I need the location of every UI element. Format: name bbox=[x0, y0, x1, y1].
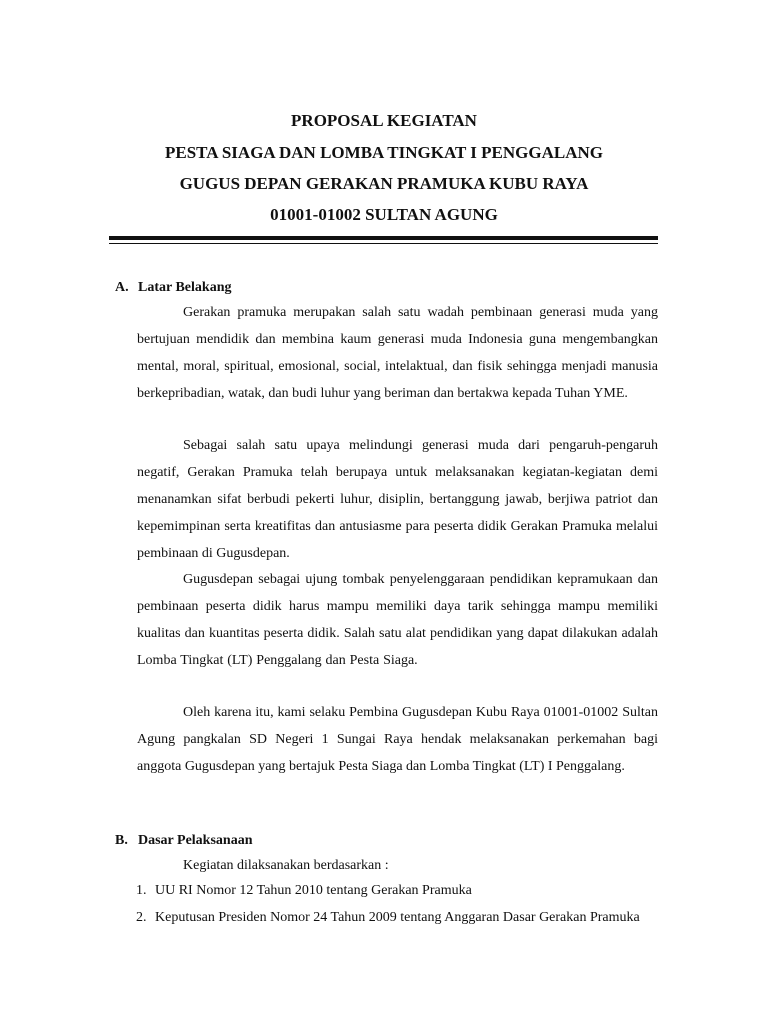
list-item bbox=[136, 904, 658, 931]
title-rule-thin bbox=[109, 243, 658, 244]
title-line-1: PROPOSAL KEGIATAN bbox=[291, 111, 477, 130]
section-b-letter: B. bbox=[115, 833, 128, 848]
section-a-paragraph-2: Sebagai salah satu upaya melindungi generasi muda dari pengaruh-pengaruh negatif, Gerakan Pramuka telah berupaya untuk melaksanakan kegiatan-kegiatan demi menanamkan sifat berbudi pekerti luhur, disiplin, bertanggung jawab, berjiwa patriot dan kepemimpinan serta kreatifitas dan antusiasme para peserta didik Gerakan Pramuka melalui pembinaan di Gugusdepan. bbox=[137, 438, 658, 561]
list-item-number: 2. bbox=[136, 910, 147, 925]
list-item-text: UU RI Nomor 12 Tahun 2010 tentang Gerakan Pramuka bbox=[155, 883, 472, 898]
section-a-letter: A. bbox=[115, 280, 129, 295]
list-item-number: 1. bbox=[136, 883, 147, 898]
section-a-paragraph-3: Gugusdepan sebagai ujung tombak penyelenggaraan pendidikan kepramukaan dan pembinaan peserta didik harus mampu memiliki daya tarik sehingga mampu memiliki kualitas dan kuantitas peserta didik. Salah satu alat pendidikan yang dapat dilakukan adalah Lomba Tingkat (LT) Penggalang dan Pesta Siaga. bbox=[137, 572, 658, 668]
list-item-text: Keputusan Presiden Nomor 24 Tahun 2009 tentang Anggaran Dasar Gerakan Pramuka bbox=[155, 910, 640, 925]
section-b-title: Dasar Pelaksanaan bbox=[138, 833, 253, 848]
section-b-heading bbox=[115, 832, 252, 850]
title-line-2: PESTA SIAGA DAN LOMBA TINGKAT I PENGGALANG bbox=[165, 143, 603, 162]
section-a-heading bbox=[115, 279, 231, 297]
list-item bbox=[136, 877, 658, 904]
title-rule-thick bbox=[109, 236, 658, 240]
section-a-paragraph-4: Oleh karena itu, kami selaku Pembina Gugusdepan Kubu Raya 01001-01002 Sultan Agung pangkalan SD Negeri 1 Sungai Raya hendak melaksanakan perkemahan bagi anggota Gugusdepan yang bertajuk Pesta Siaga dan Lomba Tingkat (LT) I Penggalang. bbox=[137, 705, 658, 774]
section-a-title: Latar Belakang bbox=[138, 280, 232, 295]
section-a-paragraph-1: Gerakan pramuka merupakan salah satu wadah pembinaan generasi muda yang bertujuan mendidik dan membina kaum generasi muda Indonesia guna mengembangkan mental, moral, spiritual, emosional, social, intelaktual, dan fisik sehingga menjadi manusia berkepribadian, watak, dan budi luhur yang beriman dan bertakwa kepada Tuhan YME. bbox=[137, 305, 658, 401]
section-b-intro: Kegiatan dilaksanakan berdasarkan : bbox=[183, 858, 389, 873]
title-line-3: GUGUS DEPAN GERAKAN PRAMUKA KUBU RAYA bbox=[179, 174, 589, 193]
title-line-4: 01001-01002 SULTAN AGUNG bbox=[270, 205, 498, 224]
